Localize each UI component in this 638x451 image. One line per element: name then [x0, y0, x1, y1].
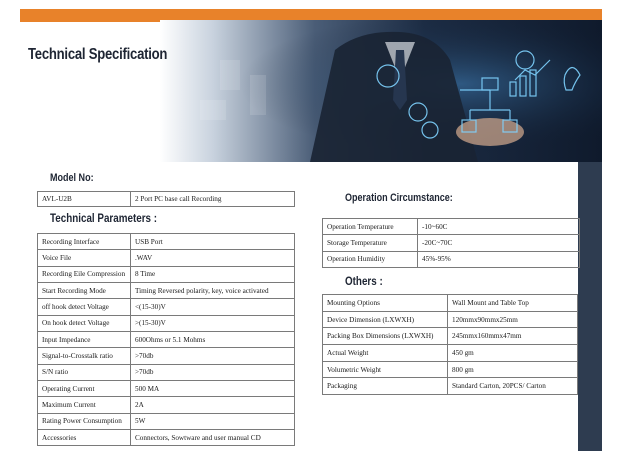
table-row [323, 328, 578, 345]
table-row [38, 299, 295, 315]
others-value: Wall Mount and Table Top [448, 295, 578, 312]
param-label: Voice File [38, 250, 131, 266]
side-accent-strip [578, 162, 602, 451]
param-value: 600Ohms or 5.1 Mohms [131, 332, 295, 348]
table-row [38, 250, 295, 266]
others-label: Device Dimension (LXWXH) [323, 311, 448, 328]
table-row [323, 251, 580, 267]
param-value: <(15-30)V [131, 299, 295, 315]
table-row [323, 295, 578, 312]
param-value: >(15-30)V [131, 315, 295, 331]
others-label: Mounting Options [323, 295, 448, 312]
param-value: >70db [131, 348, 295, 364]
param-label: Operating Current [38, 381, 131, 397]
param-value: USB Port [131, 234, 295, 250]
table-row [323, 311, 578, 328]
table-row [38, 381, 295, 397]
table-row [38, 397, 295, 413]
table-row [38, 332, 295, 348]
table-row [38, 430, 295, 446]
table-row [38, 315, 295, 331]
parameters-table [37, 233, 295, 446]
table-row [323, 235, 580, 251]
operation-label: Operation Humidity [323, 251, 418, 267]
operation-value: 45%-95% [418, 251, 580, 267]
table-row [323, 378, 578, 395]
others-value: Standard Carton, 20PCS/ Carton [448, 378, 578, 395]
operation-heading: Operation Circumstance: [345, 192, 453, 204]
others-label: Packaging [323, 378, 448, 395]
table-row [323, 345, 578, 362]
page-title: Technical Specification [28, 46, 168, 63]
param-label: Maximum Current [38, 397, 131, 413]
table-row [38, 192, 295, 207]
param-value: 5W [131, 413, 295, 429]
param-value: Timing Reversed polarity, key, voice activated [131, 283, 295, 299]
others-value: 245mmx160mmx47mm [448, 328, 578, 345]
model-description: 2 Port PC base call Recording [131, 192, 295, 207]
param-value: 2A [131, 397, 295, 413]
table-row [38, 266, 295, 282]
model-table [37, 191, 295, 207]
operation-label: Storage Temperature [323, 235, 418, 251]
others-value: 800 gm [448, 361, 578, 378]
others-label: Actual Weight [323, 345, 448, 362]
param-label: Recording Interface [38, 234, 131, 250]
param-label: On hook detect Voltage [38, 315, 131, 331]
param-label: off hook detect Voltage [38, 299, 131, 315]
param-value: .WAV [131, 250, 295, 266]
table-row [38, 413, 295, 429]
table-row [323, 361, 578, 378]
table-row [323, 219, 580, 235]
param-value: 8 Time [131, 266, 295, 282]
param-label: Start Recording Mode [38, 283, 131, 299]
parameters-heading: Technical Parameters : [50, 211, 158, 225]
others-heading: Others : [345, 274, 383, 288]
table-row [38, 234, 295, 250]
operation-value: -20C~70C [418, 235, 580, 251]
others-label: Packing Box Dimensions (LXWXH) [323, 328, 448, 345]
business-network-illustration [160, 20, 602, 162]
others-label: Volumetric Weight [323, 361, 448, 378]
param-label: Rating Power Consumption [38, 413, 131, 429]
param-label: Recording Eile Compression [38, 266, 131, 282]
table-row [38, 364, 295, 380]
param-value: >70db [131, 364, 295, 380]
param-value: 500 MA [131, 381, 295, 397]
others-value: 120mmx90mmx25mm [448, 311, 578, 328]
param-label: Accessories [38, 430, 131, 446]
model-code: AVL-U2B [38, 192, 131, 207]
param-value: Connectors, Sowtware and user manual CD [131, 430, 295, 446]
table-row [38, 348, 295, 364]
operation-table [322, 218, 580, 268]
others-table [322, 294, 578, 395]
others-value: 450 gm [448, 345, 578, 362]
operation-value: -10~60C [418, 219, 580, 235]
table-row [38, 283, 295, 299]
model-heading: Model No: [50, 172, 94, 184]
param-label: Input Impedance [38, 332, 131, 348]
operation-label: Operation Temperature [323, 219, 418, 235]
banner-image [160, 20, 602, 162]
param-label: Signal-to-Crosstalk ratio [38, 348, 131, 364]
param-label: S/N ratio [38, 364, 131, 380]
